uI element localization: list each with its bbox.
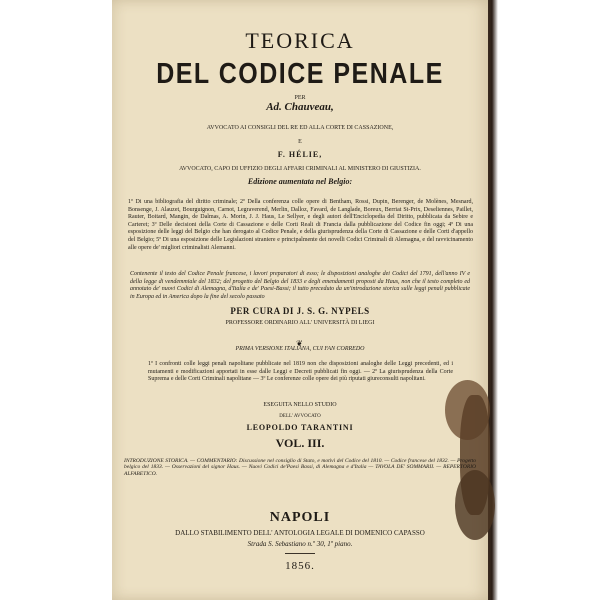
- author-1-role: AVVOCATO AI CONSIGLI DEL RE ED ALLA CORTE DI CASSAZIONE,: [206, 125, 394, 131]
- edition-note: Edizione aumentata nel Belgio:: [247, 177, 353, 186]
- publisher-address: Strada S. Sebastiano n.º 30, 1º piano.: [247, 540, 353, 548]
- contents-paragraph: 1º Di una bibliografia del diritto criminale; 2º Della conferenza colle opere di Bentham, Rossi, Dupin, Berenger, de Molènes, Mesnard, Bonsenge, J. Alauzet, Bourguignon, Carnot, Legraverend, Merlin, Dalloz, Favard, de Langlade, Boreux, Berriat St-Prix, Deseliennes, Paillet, Rauter, Boitard, Mangin, de Dalmas, A. Morin, J. J. Haus, Le Sellyer, e degli autori dell'Enciclopedia del Diritto, pubblicata da Sebire e Carteret; 3º Delle decisioni della Corte di Cassazione e delle Corti Reali di Francia dalla pubblicazione del Codice fin oggi; 4º Di una esposizione delle leggi del Belgio che han derogato al Codice Penale, e della giurisprudenza della Corte di Cassazione e delle Corti d'appello del Belgio; 5º Di una esposizione delle Legislazioni straniere e principalmente dei novelli Codici Criminali di Alemagna, e del ravvicinamento alle opere de' migliori criminalisti Alemanni.: [128, 199, 473, 251]
- publication-city: NAPOLI: [269, 510, 331, 525]
- conjunction: E: [298, 139, 302, 145]
- translator-name: LEOPOLDO TARANTINI: [246, 423, 354, 432]
- curator-role: PROFESSORE ORDINARIO ALL' UNIVERSITÀ DI LIEGI: [225, 320, 375, 326]
- volume-contents: INTRODUZIONE STORICA. — COMMENTARIO: Discussione nel consiglio di Stato, e motivi del Codice del 1810. — Codice francese del 1832. — Progetto belgico del 1833. — Osservazioni del signor Haus. — Nuovi Codici de'Paesi Bassi, di Alemagna e d'Italia — TAVOLA DE' SOMMARII. — REPERTORIO ALFABETICO.: [124, 457, 476, 477]
- author-1-name: Ad. Chauveau,: [266, 101, 334, 113]
- italic-description: Contenente il testo del Codice Penale francese, i lavori preparatori di esso; le disposizioni analoghe dei Codici del 1791, dell'anno IV e della legge di vendemmiale del 1832; del progetto del Belgio del 1833 e degli emendamenti proposti da Haus, non che il testo completo ed annotato de' nuovi Codici di Alemagna, d'Italia e de' Paesi-Bassi; il tutto preceduto da un'introduzione storica sulle leggi penali pubblicate in Europa ed in America dopo la fine del secolo passato: [130, 271, 470, 300]
- book-title: TEORICA: [245, 28, 355, 53]
- publication-year: 1856.: [285, 560, 315, 572]
- book-subtitle: DEL CODICE PENALE: [156, 57, 444, 91]
- divider-rule: [285, 553, 315, 554]
- publisher: DALLO STABILIMENTO DELL' ANTOLOGIA LEGALE DI DOMENICO CAPASSO: [175, 529, 425, 537]
- first-version-note: PRIMA VERSIONE ITALIANA, CUI FAN CORREDO: [235, 346, 365, 352]
- curator-name: PER CURA DI J. S. G. NYPELS: [230, 306, 370, 316]
- executed-label: ESEGUITA NELLO STUDIO: [263, 402, 337, 408]
- ornament: ❦: [296, 339, 304, 348]
- volume-number: VOL. III.: [275, 436, 325, 450]
- book-spine-edge: [488, 0, 600, 600]
- per-label: PER: [294, 95, 306, 101]
- lawyer-label: DELL' AVVOCATO: [279, 414, 321, 419]
- author-2-role: AVVOCATO, CAPO DI UFFIZIO DEGLI AFFARI CRIMINALI AL MINISTERO DI GIUSTIZIA.: [179, 166, 421, 172]
- additions-paragraph: 1º I confronti colle leggi penali napolitane pubblicate nel 1819 non che disposizioni analoghe delle Leggi precedenti, ed i mutamenti e modificazioni apportati in esse dalle Leggi e Decreti pubblicati fin oggi. — 2º La giurisprudenza della Corte Suprema e delle Corti Criminali napolitane — 3º Le conferenze colle opere dei più riputati giureconsulti napolitani.: [148, 361, 453, 383]
- author-2-name: F. HÉLIE,: [277, 150, 323, 159]
